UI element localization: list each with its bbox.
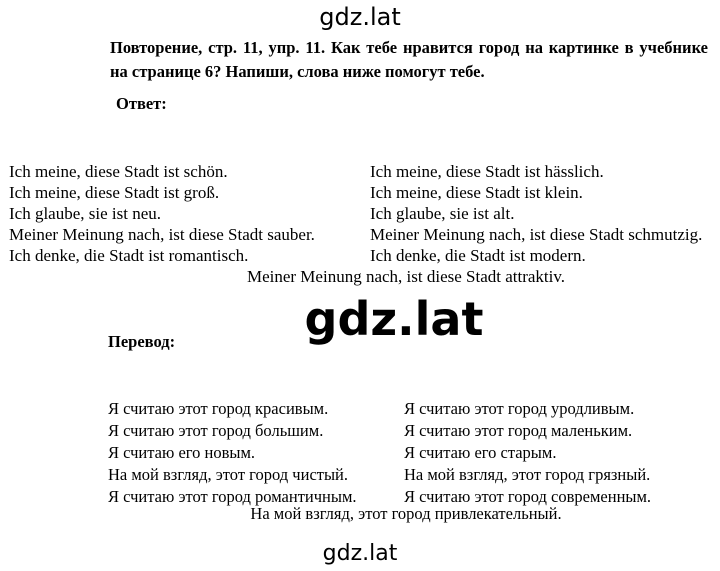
german-right-line: Ich glaube, sie ist alt. (370, 204, 515, 223)
german-left-line: Ich meine, diese Stadt ist schön. (9, 162, 228, 181)
german-right-line: Meiner Meinung nach, ist diese Stadt schmutzig. (370, 225, 703, 244)
german-right-line: Ich meine, diese Stadt ist hässlich. (370, 162, 604, 181)
russian-left-line: На мой взгляд, этот город чистый. (108, 465, 349, 484)
russian-left-line: Я считаю этот город красивым. (108, 399, 329, 418)
german-left-column (9, 161, 315, 266)
russian-right-line: На мой взгляд, этот город грязный. (404, 465, 651, 484)
german-left-line: Meiner Meinung nach, ist diese Stadt sauber. (9, 225, 315, 244)
answer-label: Ответ: (116, 94, 167, 113)
german-left-line: Ich glaube, sie ist neu. (9, 204, 162, 223)
russian-right-line: Я считаю этот город современным. (404, 487, 652, 506)
translation-label: Перевод: (108, 332, 176, 351)
russian-right-line: Я считаю его старым. (404, 443, 557, 462)
russian-final-line: На мой взгляд, этот город привлекательный. (250, 504, 562, 523)
russian-left-line: Я считаю этот город большим. (108, 421, 324, 440)
russian-left-line: Я считаю этот город романтичным. (108, 487, 357, 506)
german-right-column (370, 161, 702, 266)
german-left-line: Ich denke, die Stadt ist romantisch. (9, 246, 249, 265)
german-final-line: Meiner Meinung nach, ist diese Stadt attraktiv. (246, 267, 566, 286)
watermark-bottom: gdz.lat (322, 541, 398, 566)
russian-left-column (108, 398, 357, 508)
watermark-top: gdz.lat (319, 3, 401, 31)
watermark-middle: gdz.lat (304, 292, 484, 346)
german-right-line: Ich meine, diese Stadt ist klein. (370, 183, 583, 202)
german-left-line: Ich meine, diese Stadt ist groß. (9, 183, 220, 202)
russian-left-line: Я считаю его новым. (108, 443, 256, 462)
russian-right-line: Я считаю этот город маленьким. (404, 421, 633, 440)
russian-right-column (404, 398, 651, 508)
task-heading: Повторение, стр. 11, упр. 11. Как тебе нравится город на картинке в учебнике на странице 6? Напиши, слова ниже помогут тебе. (110, 38, 708, 81)
german-right-line: Ich denke, die Stadt ist modern. (370, 246, 586, 265)
russian-right-line: Я считаю этот город уродливым. (404, 399, 635, 418)
